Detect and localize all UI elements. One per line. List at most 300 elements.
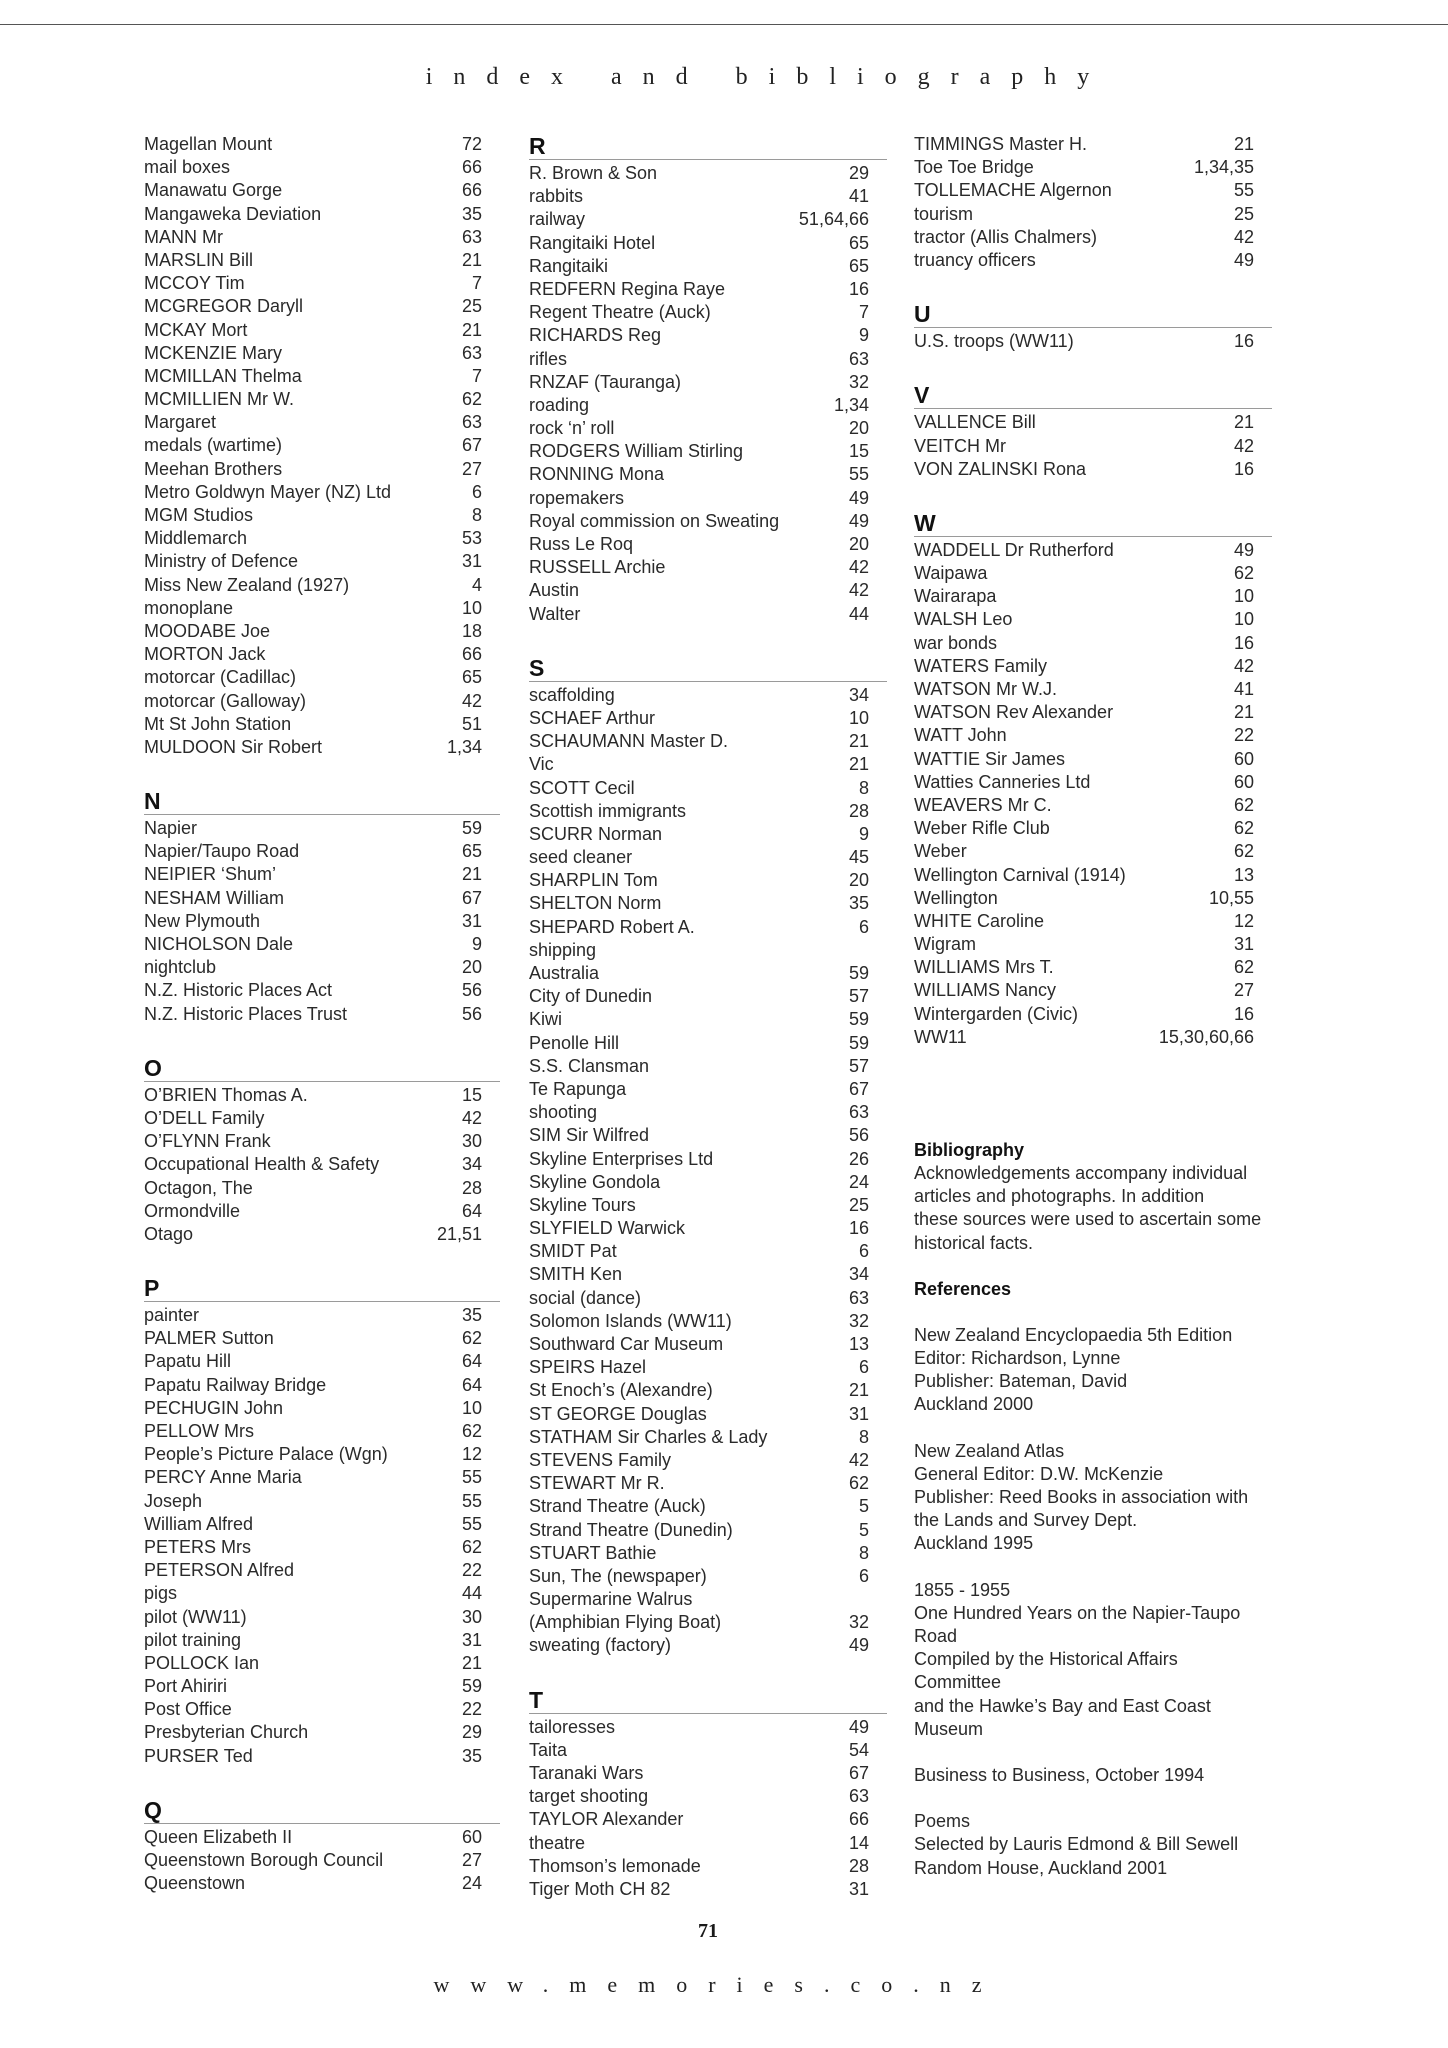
index-entry bbox=[529, 510, 887, 533]
index-entry bbox=[144, 1698, 500, 1721]
index-page-ref: 1,34 bbox=[833, 394, 869, 415]
index-page-ref: 54 bbox=[848, 1739, 869, 1760]
index-page-ref: 5 bbox=[858, 1519, 869, 1540]
index-term: MULDOON Sir Robert bbox=[144, 736, 323, 757]
index-term: truancy officers bbox=[914, 249, 1036, 270]
index-page-ref: 15 bbox=[461, 1084, 482, 1105]
index-term: Wairarapa bbox=[914, 586, 997, 607]
index-term: Scottish immigrants bbox=[529, 800, 687, 821]
index-page-ref: 7 bbox=[858, 302, 869, 323]
index-entry bbox=[144, 817, 500, 840]
index-entry bbox=[914, 1003, 1272, 1026]
index-page-ref: 55 bbox=[461, 1467, 482, 1488]
index-page-ref: 16 bbox=[1233, 1003, 1254, 1024]
index-page-ref: 31 bbox=[1233, 934, 1254, 955]
text-line: Publisher: Reed Books in association with bbox=[914, 1487, 1249, 1508]
index-page-ref: 35 bbox=[848, 893, 869, 914]
index-page-ref: 66 bbox=[461, 157, 482, 178]
index-entry bbox=[144, 690, 500, 713]
index-term: TOLLEMACHE Algernon bbox=[914, 180, 1112, 201]
index-term: SIM Sir Wilfred bbox=[529, 1125, 650, 1146]
section-letter-t: T bbox=[529, 1685, 887, 1714]
index-term: Joseph bbox=[144, 1490, 203, 1511]
index-entry bbox=[144, 504, 500, 527]
index-page-ref: 34 bbox=[848, 684, 869, 705]
reference-item bbox=[914, 1440, 1272, 1556]
index-term: MCGREGOR Daryll bbox=[144, 296, 304, 317]
index-page-ref: 29 bbox=[461, 1722, 482, 1743]
index-term: motorcar (Cadillac) bbox=[144, 667, 297, 688]
top-rule bbox=[0, 24, 1448, 25]
index-page-ref: 31 bbox=[461, 551, 482, 572]
index-page-ref: 30 bbox=[461, 1131, 482, 1152]
text-line: Poems bbox=[914, 1811, 971, 1832]
index-page-ref: 21 bbox=[461, 319, 482, 340]
index-page-ref: 6 bbox=[471, 481, 482, 502]
index-page-ref: 56 bbox=[461, 1003, 482, 1024]
text-line: Editor: Richardson, Lynne bbox=[914, 1348, 1121, 1369]
index-entry bbox=[529, 1008, 887, 1031]
index-page-ref: 16 bbox=[848, 278, 869, 299]
index-term: motorcar (Galloway) bbox=[144, 690, 307, 711]
index-entry bbox=[144, 434, 500, 457]
index-entry bbox=[914, 956, 1272, 979]
index-page-ref: 21 bbox=[461, 864, 482, 885]
index-term: WW11 bbox=[914, 1026, 967, 1047]
text-line: 1855 - 1955 bbox=[914, 1579, 1011, 1600]
index-term: Octagon, The bbox=[144, 1177, 253, 1198]
index-term: SCOTT Cecil bbox=[529, 777, 635, 798]
index-entry bbox=[529, 707, 887, 730]
reference-item bbox=[914, 1810, 1272, 1880]
index-page-ref: 44 bbox=[461, 1583, 482, 1604]
index-entry bbox=[144, 620, 500, 643]
index-entry bbox=[144, 1675, 500, 1698]
index-page-ref: 25 bbox=[1233, 203, 1254, 224]
index-page-ref: 6 bbox=[858, 916, 869, 937]
index-term: People’s Picture Palace (Wgn) bbox=[144, 1444, 388, 1465]
index-term: TIMMINGS Master H. bbox=[914, 134, 1088, 154]
index-page-ref: 62 bbox=[461, 389, 482, 410]
index-entry bbox=[529, 962, 887, 985]
text-line: Selected by Lauris Edmond & Bill Sewell bbox=[914, 1834, 1239, 1855]
index-term: Magellan Mount bbox=[144, 134, 273, 154]
index-entry bbox=[144, 1420, 500, 1443]
index-term: N.Z. Historic Places Act bbox=[144, 980, 333, 1001]
index-term: Walter bbox=[529, 603, 581, 624]
index-entry bbox=[529, 1565, 887, 1588]
index-term: Austin bbox=[529, 580, 580, 601]
index-entry bbox=[914, 249, 1272, 272]
index-term: social (dance) bbox=[529, 1287, 642, 1308]
index-entry bbox=[914, 840, 1272, 863]
index-entry bbox=[914, 458, 1272, 481]
index-entry bbox=[144, 1559, 500, 1582]
index-entry bbox=[529, 301, 887, 324]
index-page-ref: 21 bbox=[1233, 134, 1254, 154]
index-term: SPEIRS Hazel bbox=[529, 1357, 647, 1378]
index-page-ref: 63 bbox=[461, 412, 482, 433]
index-term: Southward Car Museum bbox=[529, 1334, 724, 1354]
index-term: VON ZALINSKI Rona bbox=[914, 458, 1087, 479]
index-term: Penolle Hill bbox=[529, 1032, 620, 1053]
index-term: shipping bbox=[529, 939, 597, 960]
index-page-ref: 55 bbox=[1233, 180, 1254, 201]
references-list bbox=[914, 1324, 1272, 1880]
index-entry bbox=[144, 1849, 500, 1872]
index-page-ref: 24 bbox=[848, 1171, 869, 1192]
index-entry bbox=[144, 179, 500, 202]
index-term: Te Rapunga bbox=[529, 1078, 627, 1099]
index-page-ref: 13 bbox=[848, 1334, 869, 1354]
index-term: WALSH Leo bbox=[914, 609, 1013, 630]
section-t-continued bbox=[914, 133, 1272, 272]
index-term: Mt St John Station bbox=[144, 713, 292, 734]
index-page-ref: 20 bbox=[848, 418, 869, 439]
index-entry bbox=[529, 208, 887, 231]
section-letter-w: W bbox=[914, 508, 1272, 537]
index-page-ref: 66 bbox=[461, 644, 482, 665]
index-term: STUART Bathie bbox=[529, 1542, 657, 1563]
bibliography-intro bbox=[914, 1162, 1272, 1255]
index-term: SLYFIELD Warwick bbox=[529, 1218, 686, 1239]
section-w bbox=[914, 539, 1272, 1049]
index-entry bbox=[144, 863, 500, 886]
index-page-ref: 60 bbox=[1233, 748, 1254, 769]
index-page-ref: 7 bbox=[471, 365, 482, 386]
text-line: the Lands and Survey Dept. bbox=[914, 1510, 1138, 1531]
index-term: Margaret bbox=[144, 412, 217, 433]
index-page-ref: 9 bbox=[858, 823, 869, 844]
index-page-ref: 59 bbox=[848, 1009, 869, 1030]
index-entry bbox=[144, 840, 500, 863]
index-entry bbox=[914, 179, 1272, 202]
index-page-ref: 30 bbox=[461, 1606, 482, 1627]
index-entry bbox=[914, 608, 1272, 631]
index-entry bbox=[914, 910, 1272, 933]
index-entry bbox=[144, 1652, 500, 1675]
index-term: seed cleaner bbox=[529, 847, 633, 868]
index-term: PERCY Anne Maria bbox=[144, 1467, 302, 1488]
index-page-ref: 21 bbox=[1233, 702, 1254, 723]
index-page-ref: 32 bbox=[848, 1310, 869, 1331]
index-entry bbox=[144, 1200, 500, 1223]
index-entry bbox=[144, 295, 500, 318]
index-entry bbox=[144, 1177, 500, 1200]
index-term: VEITCH Mr bbox=[914, 435, 1006, 456]
index-page-ref: 42 bbox=[848, 557, 869, 578]
index-entry bbox=[529, 985, 887, 1008]
index-entry bbox=[529, 1310, 887, 1333]
index-page-ref: 31 bbox=[848, 1878, 869, 1899]
index-page-ref: 31 bbox=[461, 1629, 482, 1650]
index-entry bbox=[914, 585, 1272, 608]
section-letter-p: P bbox=[144, 1273, 500, 1302]
index-term: WATSON Mr W.J. bbox=[914, 679, 1057, 699]
index-term: Papatu Hill bbox=[144, 1351, 232, 1372]
index-term: Napier/Taupo Road bbox=[144, 841, 300, 862]
index-page-ref: 21 bbox=[848, 1380, 869, 1401]
index-term: Miss New Zealand (1927) bbox=[144, 574, 350, 595]
index-page-ref: 62 bbox=[1233, 957, 1254, 978]
index-term: Mangaweka Deviation bbox=[144, 203, 322, 224]
section-letter-r: R bbox=[529, 131, 887, 160]
index-page-ref: 10 bbox=[461, 597, 482, 618]
text-line: Random House, Auckland 2001 bbox=[914, 1857, 1168, 1878]
index-entry bbox=[144, 1107, 500, 1130]
index-term: shooting bbox=[529, 1102, 598, 1123]
index-column-3 bbox=[914, 133, 1272, 1903]
index-page-ref: 31 bbox=[848, 1403, 869, 1424]
index-term: WATT John bbox=[914, 725, 1007, 746]
section-letter-n: N bbox=[144, 786, 500, 815]
index-page-ref: 42 bbox=[1233, 226, 1254, 247]
index-entry bbox=[914, 771, 1272, 794]
index-entry bbox=[529, 869, 887, 892]
index-page-ref: 7 bbox=[471, 273, 482, 294]
index-term: WHITE Caroline bbox=[914, 910, 1045, 931]
section-v bbox=[914, 411, 1272, 481]
index-term: WATERS Family bbox=[914, 655, 1047, 676]
index-entry bbox=[529, 463, 887, 486]
index-page-ref: 27 bbox=[461, 458, 482, 479]
index-term: Vic bbox=[529, 754, 554, 775]
index-entry bbox=[529, 1055, 887, 1078]
index-entry bbox=[529, 1356, 887, 1379]
index-term: WEAVERS Mr C. bbox=[914, 794, 1052, 815]
index-term: STEWART Mr R. bbox=[529, 1473, 665, 1494]
index-page-ref: 64 bbox=[461, 1374, 482, 1395]
index-page-ref: 25 bbox=[461, 296, 482, 317]
text-line: Acknowledgements accompany individual bbox=[914, 1163, 1248, 1183]
index-entry bbox=[144, 643, 500, 666]
index-term: William Alfred bbox=[144, 1513, 254, 1534]
index-page-ref: 55 bbox=[461, 1513, 482, 1534]
index-entry bbox=[144, 1606, 500, 1629]
index-page-ref: 42 bbox=[848, 580, 869, 601]
index-page-ref: 63 bbox=[848, 1786, 869, 1807]
index-entry bbox=[529, 324, 887, 347]
index-entry bbox=[914, 435, 1272, 458]
index-entry bbox=[144, 1374, 500, 1397]
index-entry bbox=[529, 1519, 887, 1542]
index-term: Occupational Health & Safety bbox=[144, 1154, 380, 1175]
index-entry bbox=[529, 1762, 887, 1785]
index-page-ref: 21 bbox=[848, 754, 869, 775]
index-page-ref: 21 bbox=[848, 731, 869, 752]
index-entry bbox=[529, 1171, 887, 1194]
index-term: Australia bbox=[529, 963, 600, 983]
index-entry bbox=[529, 1379, 887, 1402]
section-letter-v: V bbox=[914, 380, 1272, 409]
index-entry bbox=[144, 979, 500, 1002]
index-term: N.Z. Historic Places Trust bbox=[144, 1003, 348, 1024]
index-page-ref: 62 bbox=[1233, 818, 1254, 839]
index-page-ref: 56 bbox=[461, 980, 482, 1001]
index-page-ref: 62 bbox=[461, 1328, 482, 1349]
index-term: Middlemarch bbox=[144, 528, 248, 549]
text-line: New Zealand Atlas bbox=[914, 1440, 1065, 1461]
text-line: Compiled by the Historical Affairs bbox=[914, 1649, 1178, 1670]
section-letter-u: U bbox=[914, 299, 1272, 328]
index-entry bbox=[144, 203, 500, 226]
index-entry bbox=[529, 185, 887, 208]
index-entry bbox=[144, 1003, 500, 1026]
index-page-ref: 63 bbox=[848, 1287, 869, 1308]
index-term: PELLOW Mrs bbox=[144, 1421, 255, 1441]
index-term: MOODABE Joe bbox=[144, 620, 271, 641]
index-page-ref: 9 bbox=[471, 934, 482, 954]
text-line: Road bbox=[914, 1626, 958, 1647]
index-term: RICHARDS Reg bbox=[529, 325, 662, 346]
index-entry bbox=[529, 1263, 887, 1286]
index-page-ref: 64 bbox=[461, 1351, 482, 1372]
index-page-ref: 67 bbox=[848, 1763, 869, 1783]
index-term: theatre bbox=[529, 1832, 586, 1853]
index-term: Kiwi bbox=[529, 1009, 563, 1030]
index-page-ref: 62 bbox=[1233, 563, 1254, 584]
index-term: Thomson’s lemonade bbox=[529, 1855, 701, 1876]
index-term: Otago bbox=[144, 1223, 194, 1244]
index-entry bbox=[529, 162, 887, 185]
index-entry bbox=[144, 1350, 500, 1373]
index-term: Presbyterian Church bbox=[144, 1722, 309, 1743]
index-entry bbox=[144, 956, 500, 979]
index-page-ref: 72 bbox=[461, 134, 482, 154]
index-entry bbox=[529, 440, 887, 463]
index-entry bbox=[529, 1078, 887, 1101]
text-line: articles and photographs. In addition bbox=[914, 1186, 1205, 1207]
index-term: O’BRIEN Thomas A. bbox=[144, 1084, 308, 1105]
page-header: index and bibliography bbox=[425, 64, 1111, 90]
text-line: these sources were used to ascertain some bbox=[914, 1209, 1262, 1230]
index-term: medals (wartime) bbox=[144, 435, 283, 456]
index-term: Weber Rifle Club bbox=[914, 818, 1050, 839]
index-entry bbox=[529, 1101, 887, 1124]
index-page-ref: 9 bbox=[858, 325, 869, 346]
index-entry bbox=[144, 1304, 500, 1327]
index-entry bbox=[914, 678, 1272, 701]
index-entry bbox=[144, 1466, 500, 1489]
index-entry bbox=[144, 1629, 500, 1652]
index-page-ref bbox=[861, 1588, 869, 1611]
index-term: Strand Theatre (Auck) bbox=[529, 1496, 706, 1517]
index-page-ref: 35 bbox=[461, 1305, 482, 1326]
index-page-ref: 14 bbox=[848, 1832, 869, 1853]
index-term: RONNING Mona bbox=[529, 464, 665, 485]
index-term: pilot training bbox=[144, 1629, 242, 1650]
index-page-ref: 42 bbox=[1233, 655, 1254, 676]
index-page-ref: 18 bbox=[461, 620, 482, 641]
index-entry bbox=[914, 701, 1272, 724]
index-page-ref: 41 bbox=[1233, 679, 1254, 699]
text-line: and the Hawke’s Bay and East Coast bbox=[914, 1695, 1211, 1716]
index-page-ref: 65 bbox=[848, 232, 869, 253]
index-page-ref: 32 bbox=[848, 1612, 869, 1633]
index-entry bbox=[529, 417, 887, 440]
bibliography-title: Bibliography bbox=[914, 1140, 1025, 1160]
index-page-ref: 49 bbox=[1233, 249, 1254, 270]
index-entry bbox=[144, 1826, 500, 1849]
index-entry bbox=[914, 133, 1272, 156]
index-entry bbox=[529, 823, 887, 846]
section-s bbox=[529, 684, 887, 1658]
index-term: MORTON Jack bbox=[144, 644, 266, 665]
index-page-ref: 49 bbox=[848, 1716, 869, 1737]
index-page-ref: 60 bbox=[1233, 771, 1254, 792]
index-term: MANN Mr bbox=[144, 226, 223, 247]
index-entry bbox=[529, 939, 887, 962]
index-page-ref: 35 bbox=[461, 1745, 482, 1766]
index-page-ref: 12 bbox=[461, 1444, 482, 1465]
index-term: Rangitaiki bbox=[529, 255, 609, 276]
page-number: 71 bbox=[698, 1920, 718, 1942]
index-page-ref: 12 bbox=[1233, 910, 1254, 931]
index-entry bbox=[914, 226, 1272, 249]
index-page-ref: 62 bbox=[461, 1536, 482, 1557]
index-page-ref: 59 bbox=[461, 1676, 482, 1697]
index-entry bbox=[144, 597, 500, 620]
section-letter-s: S bbox=[529, 653, 887, 682]
index-entry bbox=[914, 1026, 1272, 1049]
text-line: Business to Business, October 1994 bbox=[914, 1765, 1205, 1786]
index-page-ref: 10 bbox=[848, 707, 869, 728]
index-term: RNZAF (Tauranga) bbox=[529, 371, 682, 392]
index-term: STEVENS Family bbox=[529, 1449, 672, 1470]
index-term: pilot (WW11) bbox=[144, 1606, 247, 1627]
index-term: MCMILLIEN Mr W. bbox=[144, 389, 295, 410]
index-page-ref: 6 bbox=[858, 1357, 869, 1378]
index-term: RUSSELL Archie bbox=[529, 557, 666, 578]
index-entry bbox=[144, 1721, 500, 1744]
index-term: NICHOLSON Dale bbox=[144, 934, 294, 954]
index-page-ref: 66 bbox=[461, 180, 482, 201]
index-entry bbox=[529, 1426, 887, 1449]
index-entry bbox=[529, 533, 887, 556]
index-page-ref: 62 bbox=[848, 1473, 869, 1494]
index-page-ref: 1,34,35 bbox=[1193, 157, 1254, 178]
index-entry bbox=[144, 527, 500, 550]
index-page-ref: 21 bbox=[461, 249, 482, 270]
index-page-ref: 15 bbox=[848, 441, 869, 462]
index-page-ref: 22 bbox=[461, 1560, 482, 1581]
index-entry bbox=[529, 1333, 887, 1356]
index-term: rock ‘n’ roll bbox=[529, 418, 615, 439]
index-term: NESHAM William bbox=[144, 887, 285, 908]
index-page-ref: 57 bbox=[848, 1055, 869, 1076]
index-term: tractor (Allis Chalmers) bbox=[914, 226, 1098, 247]
footer-url[interactable]: www.memories.co.nz bbox=[433, 1972, 1003, 1997]
index-entry bbox=[529, 1855, 887, 1878]
index-term: SHARPLIN Tom bbox=[529, 870, 658, 891]
index-term: Wigram bbox=[914, 934, 976, 955]
index-entry bbox=[144, 365, 500, 388]
index-term: Wellington Carnival (1914) bbox=[914, 864, 1126, 885]
index-term: pigs bbox=[144, 1583, 178, 1604]
index-term: SMIDT Pat bbox=[529, 1241, 617, 1262]
index-term: WATTIE Sir James bbox=[914, 748, 1066, 769]
index-term: MCCOY Tim bbox=[144, 273, 245, 294]
index-entry bbox=[144, 550, 500, 573]
index-term: Supermarine Walrus bbox=[529, 1589, 693, 1610]
index-term: PETERS Mrs bbox=[144, 1536, 252, 1557]
index-term: Taita bbox=[529, 1739, 568, 1760]
reference-item bbox=[914, 1764, 1272, 1787]
index-page-ref: 20 bbox=[461, 957, 482, 978]
index-page-ref: 28 bbox=[461, 1177, 482, 1198]
index-page-ref: 64 bbox=[461, 1200, 482, 1221]
index-term: Regent Theatre (Auck) bbox=[529, 302, 711, 323]
